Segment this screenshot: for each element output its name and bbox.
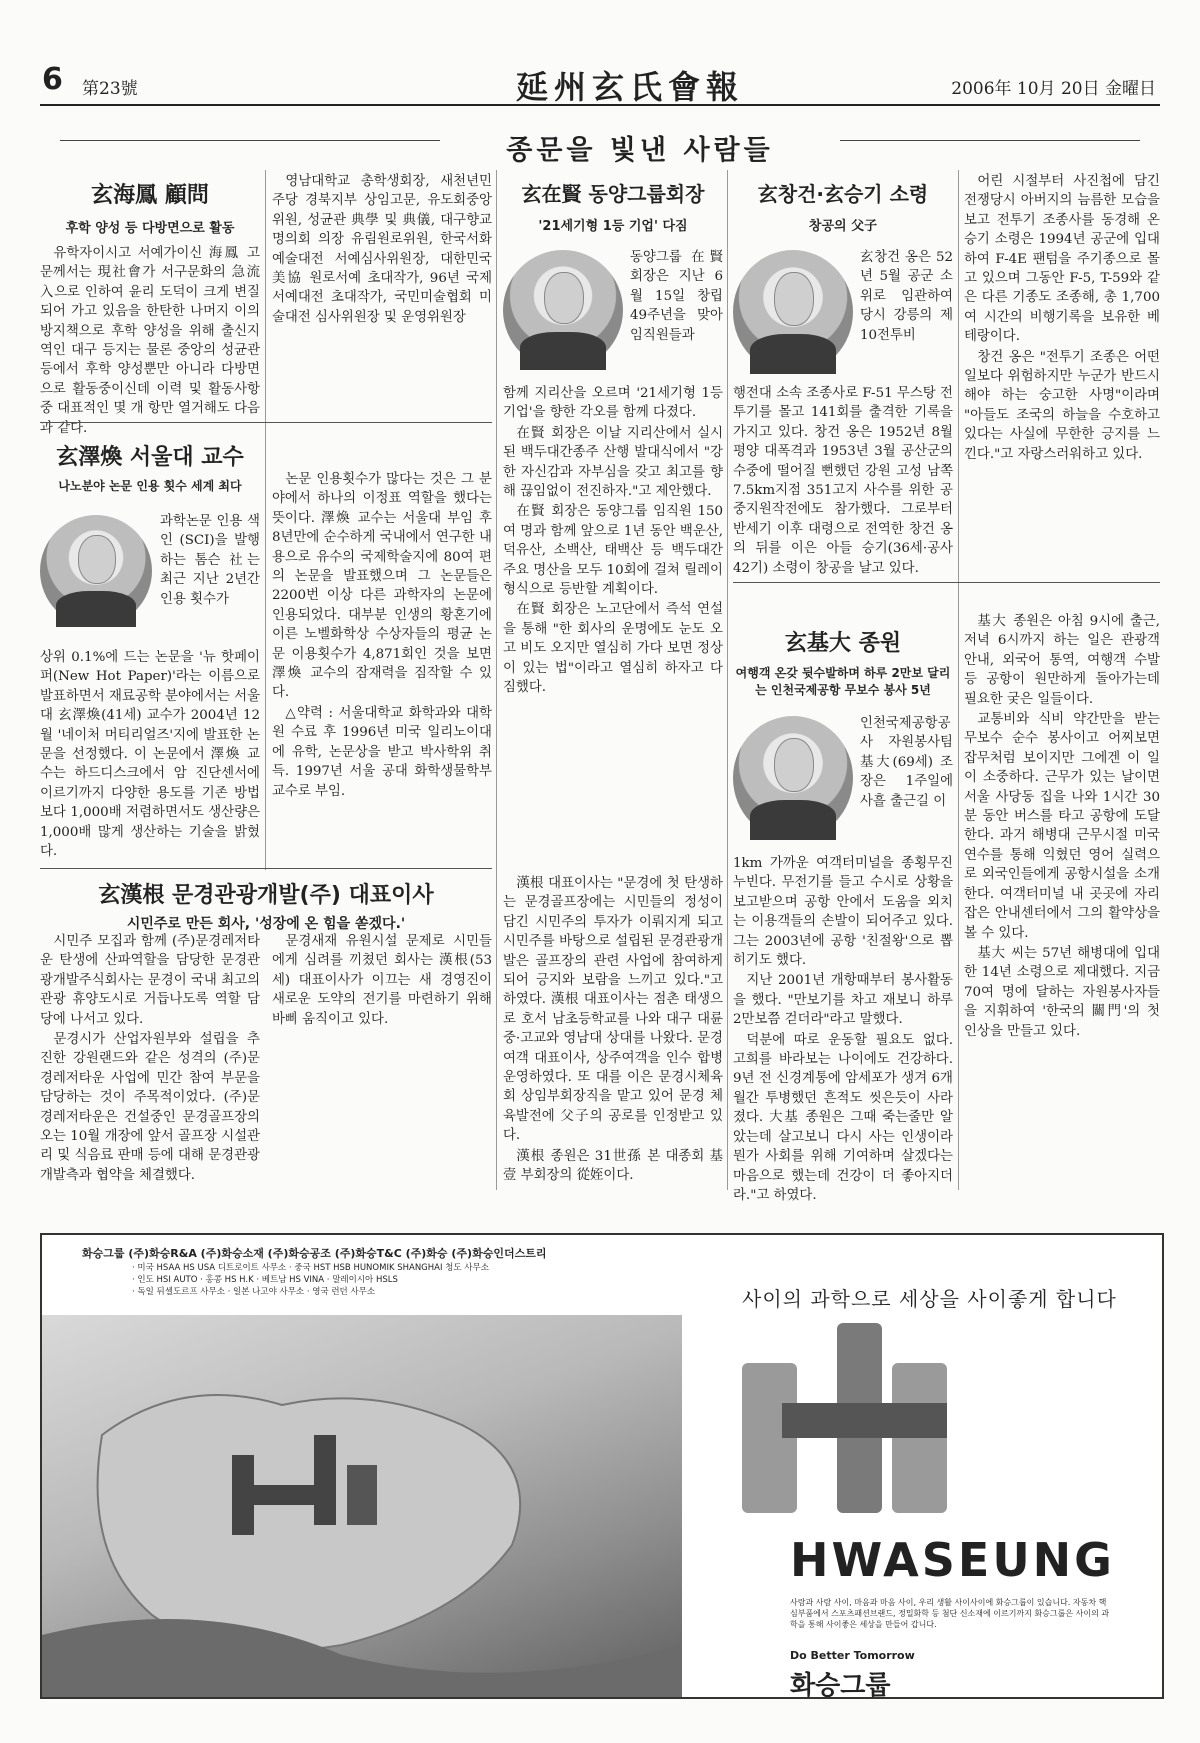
paragraph: 함께 지리산을 오르며 '21세기형 1등 기업'을 향한 각오를 함께 다졌다. [503, 386, 723, 421]
paragraph: 인천국제공항공사 자원봉사팀 基大(69세) 조장은 1주일에 사흘 출근길 이 [860, 716, 953, 809]
portrait-photo [733, 716, 853, 840]
column-divider [958, 170, 959, 1190]
article-haebong-body-cont [272, 172, 492, 328]
section-title: 종문을 빛낸 사람들 [506, 135, 774, 166]
paragraph: 어린 시절부터 사진첩에 담긴 전쟁당시 아버지의 늠름한 모습을 보고 전투기 조종사를 동경해 온 승기 소령은 1994년 공군에 입대하여 F-4E 팬텀을 주기종으로 몰고 있으며 그동안 F-5, T-59와 같은 다른 기종도 조종해, 총 1,700여 시간의 비행기록을 보유한 베테랑이다. [964, 174, 1160, 345]
hwaseung-logo-icon [742, 1323, 962, 1523]
masthead: 延州玄氏會報 [515, 68, 744, 106]
article-title: 玄澤煥 서울대 교수 [56, 445, 244, 470]
article-subtitle: '21세기형 1등 기업' 다짐 [538, 219, 688, 234]
paragraph: 基大 씨는 57년 해병대에 입대 한 14년 소령으로 제대했다. 지금 70여 명에 달하는 자원봉사자들을 지휘하여 '한국의 關門'의 첫 인상을 만들고 있다. [964, 945, 1160, 1039]
advertisement [40, 1233, 1164, 1699]
article-separator [733, 582, 1160, 583]
paragraph: 교통비와 식비 약간만을 받는 무보수 순수 봉사이고 어찌보면 잡무처럼 보이지만 그에겐 이 일이 소중하다. 근무가 있는 날이면 서울 사당동 집을 나와 1시간 30분 동안 버스를 타고 공항에 도달한다. 과거 해병대 근무시절 미국 연수를 통해 익혔던 영어 실력으로 외국인들에게 공항시설을 소개한다. 여객터미널 내 곳곳에 자리잡은 안내센터에서 그의 활약상을 볼 수 있다. [964, 712, 1160, 941]
paragraph: 과학논문 인용 색인 (SCI)을 발행하는 톰슨 社는 최근 지난 2년간 인용 횟수가 [160, 514, 260, 607]
article-taekhwan-body-cont [272, 470, 492, 802]
column-divider [727, 170, 728, 1190]
paragraph: 덕분에 따로 운동할 필요도 없다. 고희를 바라보는 나이에도 건강하다. 9년 전 신경계통에 암세포가 생겨 6개월간 투병했던 흔적도 씻은듯이 사라졌다. 大基 종원은 그때 죽는줄만 알았는데 살고보니 다시 사는 인생이라 뭔가 사회를 위해 기여하며 살겠다는 마음으로 했는데 건강이 더 좋아지더라."고 하였다. [733, 1032, 953, 1203]
paragraph: 在賢 회장은 노고단에서 즉석 연설을 통해 "한 회사의 운명에도 눈도 오고 비도 오지만 열심히 가다 보면 정상이 있는 법"이라고 열심히 하자고 다짐했다. [503, 602, 723, 696]
header-rule [40, 104, 1160, 106]
page-header [40, 62, 1160, 106]
paragraph: 시민주 모집과 함께 (주)문경레저타운 탄생에 산파역할을 담당한 문경관광개발주식회사는 문경이 국내 최고의 관광 휴양도시로 거듭나도록 역할 담당에 나서고 있다. [40, 934, 260, 1027]
portrait-photo [733, 250, 853, 374]
article-haebong-body [40, 244, 260, 439]
article-separator [40, 422, 492, 423]
article-kidae-body-cont [964, 612, 1160, 1042]
paragraph: 玄창건 옹은 52년 5월 공군 소위로 임관하여 당시 강릉의 제10전투비 [860, 250, 953, 343]
article-hangeun-body [40, 932, 260, 1186]
article-taekhwan-body [40, 648, 260, 862]
article-hangeun-body-cont [272, 932, 492, 1030]
article-jaehyun [503, 178, 723, 234]
ad-office-line: · 독일 뒤셀도르프 사무소 · 일본 나고야 사무소 · 영국 런던 사무소 [132, 1287, 376, 1297]
article-hangeun-body-cont2 [503, 874, 723, 1187]
paragraph: 문경새재 유원시설 문제로 시민들에게 심려를 끼쳤던 회사는 漢根(53세) 대표이사가 이끄는 새 경영진이 새로운 도약의 전기를 마련하기 위해 바삐 움직이고 있다. [272, 934, 492, 1027]
paragraph: 창건 옹은 "전투기 조종은 어떤 일보다 위험하지만 누군가 반드시 해야 하는 숭고한 사명"이라며 "아들도 조국의 하늘을 수호하고 있다는 사실에 무한한 긍지를 느낀다."고 자랑스러워하고 있다. [964, 349, 1160, 462]
article-title: 玄在賢 동양그룹회장 [521, 182, 705, 206]
article-taekhwan-intro [160, 512, 260, 610]
ad-photo-illustration [42, 1315, 682, 1697]
banner-ornament-left [60, 140, 440, 147]
article-subtitle: 후학 양성 등 다방면으로 활동 [65, 221, 235, 236]
article-changgun-body [733, 384, 953, 579]
article-changgun-body-cont [964, 172, 1160, 465]
ad-office-line: · 미국 HSAA HS USA 디트로이트 사무소 · 중국 HST HSB HUNOMIK SHANGHAI 청도 사무소 [132, 1263, 489, 1273]
ad-slogan: 사이의 과학으로 세상을 사이좋게 합니다 [742, 1287, 1117, 1311]
page-number: 6 [42, 62, 63, 97]
paragraph: 1km 가까운 여객터미널을 종횡무진 누빈다. 무전기를 들고 수시로 상황을 보고받으며 공항 안에서 도움을 외치는 이용객들의 손발이 되어주고 있다. 그는 2003년에 공항 '친절왕'으로 뽑히기도 했다. [733, 856, 953, 969]
ad-description: 사람과 사람 사이, 마음과 마음 사이, 우리 생활 사이사이에 화승그룹이 있습니다. 자동차 핵심부품에서 스포츠패션브랜드, 정밀화학 등 첨단 신소재에 이르기까지 화승그룹은 사이의 과학을 통해 사이좋은 세상을 만들어 갑니다. [790, 1598, 1110, 1629]
article-jaehyun-intro [630, 248, 723, 346]
paragraph: 유학자이시고 서예가이신 海鳳 고문께서는 現社會가 서구문화의 急流入으로 인하여 윤리 도덕이 크게 변질되어 가고 있음을 한탄한 나머지 이의 방지책으로 후학 양성을 위해 출신지역인 대구 등지는 물론 중앙의 성균관 등에서 후학 양성뿐만 아니라 다방면으로 활동중이신데 이력 및 활동사항 중 대표적인 몇 개 항만 열거해도 다음과 같다. [40, 246, 260, 436]
ad-office-line: · 인도 HSI AUTO · 홍콩 HS H.K · 베트남 HS VINA · 말레이시아 HSLS [132, 1275, 398, 1285]
paragraph: 행전대 소속 조종사로 F-51 무스탕 전투기를 몰고 141회를 출격한 기록을 가지고 있다. 창건 옹은 1952년 8월 평양 대폭격과 1953년 3월 공산군의 수중에 떨어질 뻔했던 강원 고성 남쪽 7.5km지점 351고지 사수를 위한 공중지원작전에도 참가했다. 그로부터 반세기 이후 대령으로 전역한 창건 옹의 뒤를 이은 아들 승기(36세·공사 42기) 소령이 창공을 날고 있다. [733, 386, 953, 576]
paragraph: 漢根 대표이사는 "문경에 첫 탄생하는 문경골프장에는 시민들의 정성이 담긴 시민주의 투자가 이뤄지게 되고 시민주를 바탕으로 설립된 문경관광개발은 골프장의 관련 사업에 참여하게 되어 긍지와 보람을 느끼고 있다."고 하였다. 漢根 대표이사는 점촌 태생으로 호서 남초등학교를 나와 대구 대륜 중·고교와 영남대 상대를 나왔다. 문경여객 대표이사, 상주여객을 인수 합병 운영하였다. 또 대를 이은 문경시체육회 상임부회장직을 맡고 있어 문경 체육발전에 父子의 공로를 인정받고 있다. [503, 876, 723, 1144]
article-subtitle: 나노분야 논문 인용 횟수 세계 최다 [58, 479, 242, 493]
publication-date: 2006年 10月 20日 金曜日 [951, 79, 1156, 99]
ad-coastline-photo [42, 1315, 682, 1697]
article-separator [40, 868, 492, 869]
ad-group-name: 화승그룹 [790, 1671, 891, 1699]
ad-companies: 화승그룹 (주)화승R&A (주)화승소재 (주)화승공조 (주)화승T&C (주)화승 (주)화승인더스트리 [82, 1247, 547, 1260]
banner-ornament-right [840, 140, 1140, 147]
paragraph: 문경시가 산업자원부와 설립을 추진한 강원랜드와 같은 성격의 (주)문경레저타운 사업에 민간 참여 부문을 담당하는 것이 주목적이었다. (주)문경레저타운은 건설중인 문경골프장의 오는 10월 개장에 앞서 골프장 시설관리 및 식음료 판매 등에 대해 문경관광개발측과 협약을 체결했다. [40, 1032, 260, 1183]
column-divider [265, 170, 266, 870]
article-jaehyun-body [503, 384, 723, 699]
paragraph: 漢根 종원은 31世孫 본 대종회 基壹 부회장의 從姪이다. [503, 1148, 723, 1184]
ad-offices [132, 1262, 692, 1298]
issue-number: 第23號 [82, 79, 138, 99]
paragraph: 在賢 회장은 동양그룹 임직원 150여 명과 함께 앞으로 1년 동안 백운산, 덕유산, 소백산, 태백산 등 백두대간 주요 명산을 모두 10회에 걸쳐 릴레이 형식으로 등반할 계획이다. [503, 504, 723, 598]
article-haebong [40, 178, 260, 236]
article-kidae-intro [860, 714, 953, 812]
article-kidae [733, 626, 953, 699]
article-kidae-body [733, 854, 953, 1206]
article-taekhwan [40, 440, 260, 494]
article-changgun [733, 178, 953, 234]
portrait-photo [503, 250, 623, 370]
article-subtitle: 창공의 父子 [808, 219, 878, 234]
paragraph: 동양그룹 在賢 회장은 지난 6월 15일 창립 49주년을 맞아 임직원들과 [630, 250, 723, 343]
paragraph: 지난 2001년 개항때부터 봉사활동을 했다. "만보기를 차고 재보니 하루 2만보쯤 걷더라"라고 말했다. [733, 973, 953, 1028]
bio-paragraph: △약력 : 서울대학교 화학과와 대학원 수료 후 1996년 미국 일리노이대에 유학, 논문상을 받고 박사학위 취득. 1997년 서울 공대 화학생물학부 교수로 부임. [272, 705, 492, 799]
article-subtitle: 여행객 온갖 뒷수발하며 하루 2만보 달리는 인천국제공항 무보수 봉사 5년 [735, 666, 951, 697]
article-title: 玄基大 종원 [784, 631, 902, 656]
article-title: 玄海鳳 顧問 [91, 183, 209, 208]
ad-brand-wordmark: HWASEUNG [790, 1533, 1115, 1587]
section-banner [40, 128, 1160, 166]
hwaseung-logo-icon [742, 1323, 962, 1523]
article-changgun-intro [860, 248, 953, 346]
paragraph: 基大 종원은 아침 9시에 출근, 저녁 6시까지 하는 일은 관광객 안내, 외국어 통역, 여행객 수발 등 공항이 원만하게 돌아가는데 필요한 궂은 일들이다. [964, 614, 1160, 707]
article-title: 玄창건·玄승기 소령 [757, 182, 929, 206]
column-divider [496, 170, 497, 1190]
paragraph: 영남대학교 총학생회장, 새천년민주당 경북지부 상임고문, 유도회중앙위원, 성균관 典學 및 典儀, 대구향교 명의회 의장 유림원로위원, 한국서화예술대전 서예심사위원장, 대한민국美協 원로서예 초대작가, 96년 국제서예대전 초대작가, 국민미술협회 미술대전 심사위원장 및 운영위원장 [272, 174, 492, 325]
portrait-photo [40, 515, 152, 627]
article-subtitle: 시민주로 만든 회사, '성장에 온 힘을 쏟겠다.' [126, 916, 406, 932]
article-hangeun [40, 878, 492, 933]
ad-tagline: Do Better Tomorrow [790, 1649, 915, 1662]
paragraph: 논문 인용횟수가 많다는 것은 그 분야에서 하나의 이정표 역할을 했다는 뜻이다. 澤煥 교수는 서울대 부임 후 8년만에 순수하게 국내에서 연구한 내용으로 유수의 국제학술지에 80여 편의 논문을 발표했으며 그 논문들은 2200번 이상 다른 과학자의 논문에 인용되었다. 대부분 인생의 황혼기에 이른 노벨화학상 수상자들의 평균 논문 이용횟수가 4,871회인 것을 보면 澤煥 교수의 잠재력을 짐작할 수 있다. [272, 472, 492, 701]
article-title: 玄漢根 문경관광개발(주) 대표이사 [98, 883, 434, 908]
paragraph: 상위 0.1%에 드는 논문을 '뉴 핫페이퍼(New Hot Paper)'라는 이름으로 발표하면서 재료공학 분야에서는 서울대 玄澤煥(41세) 교수가 2004년 12월 '네이처 머티리얼즈'지에 발표한 논문을 선정했다. 이 논문에서 澤煥 교수는 하드디스크에서 암 진단센서에 이르기까지 다양한 용도를 기존 방법보다 1,000배 저렴하면서도 생산량은 1,000배 많게 생산하는 기술을 밝혔다. [40, 650, 260, 860]
paragraph: 在賢 회장은 이날 지리산에서 실시된 백두대간종주 산행 발대식에서 "강한 자신감과 자부심을 갖고 최고를 향해 끊임없이 전진하자."고 제안했다. [503, 425, 723, 500]
